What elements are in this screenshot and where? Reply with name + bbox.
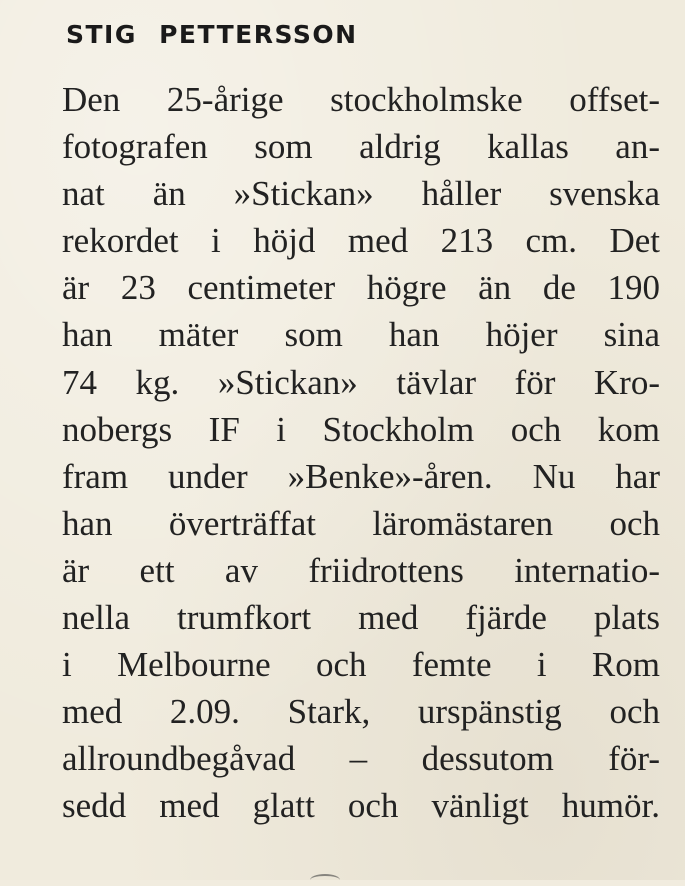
article-line: nella trumfkort med fjärde plats <box>62 598 660 638</box>
article-line: fram under »Benke»-åren. Nu har <box>62 456 660 496</box>
article-line: rekordet i höjd med 213 cm. Det <box>62 221 660 261</box>
article-line: allroundbegåvad – dessutom för- <box>62 739 660 779</box>
article-line: Den 25-årige stockholmske offset- <box>62 80 660 119</box>
article-line: sedd med glatt och vänligt humör. <box>62 786 660 826</box>
article-line: fotografen som aldrig kallas an- <box>62 127 660 167</box>
article-line: nobergs IF i Stockholm och kom <box>62 409 660 449</box>
article-heading: STIG PETTERSSON <box>66 20 358 49</box>
article-line: nat än »Stickan» håller svenska <box>62 174 660 214</box>
torn-edge-mark <box>310 874 340 886</box>
article-body <box>62 76 660 830</box>
article-line: är 23 centimeter högre än de 190 <box>62 268 660 308</box>
article-line: han mäter som han höjer sina <box>62 315 660 355</box>
article-line: i Melbourne och femte i Rom <box>62 645 660 685</box>
article-line: 74 kg. »Stickan» tävlar för Kro- <box>62 362 660 402</box>
article-line: är ett av friidrottens internatio- <box>62 550 660 590</box>
article-line: han överträffat läromästaren och <box>62 503 660 543</box>
article-line: med 2.09. Stark, urspänstig och <box>62 692 660 732</box>
